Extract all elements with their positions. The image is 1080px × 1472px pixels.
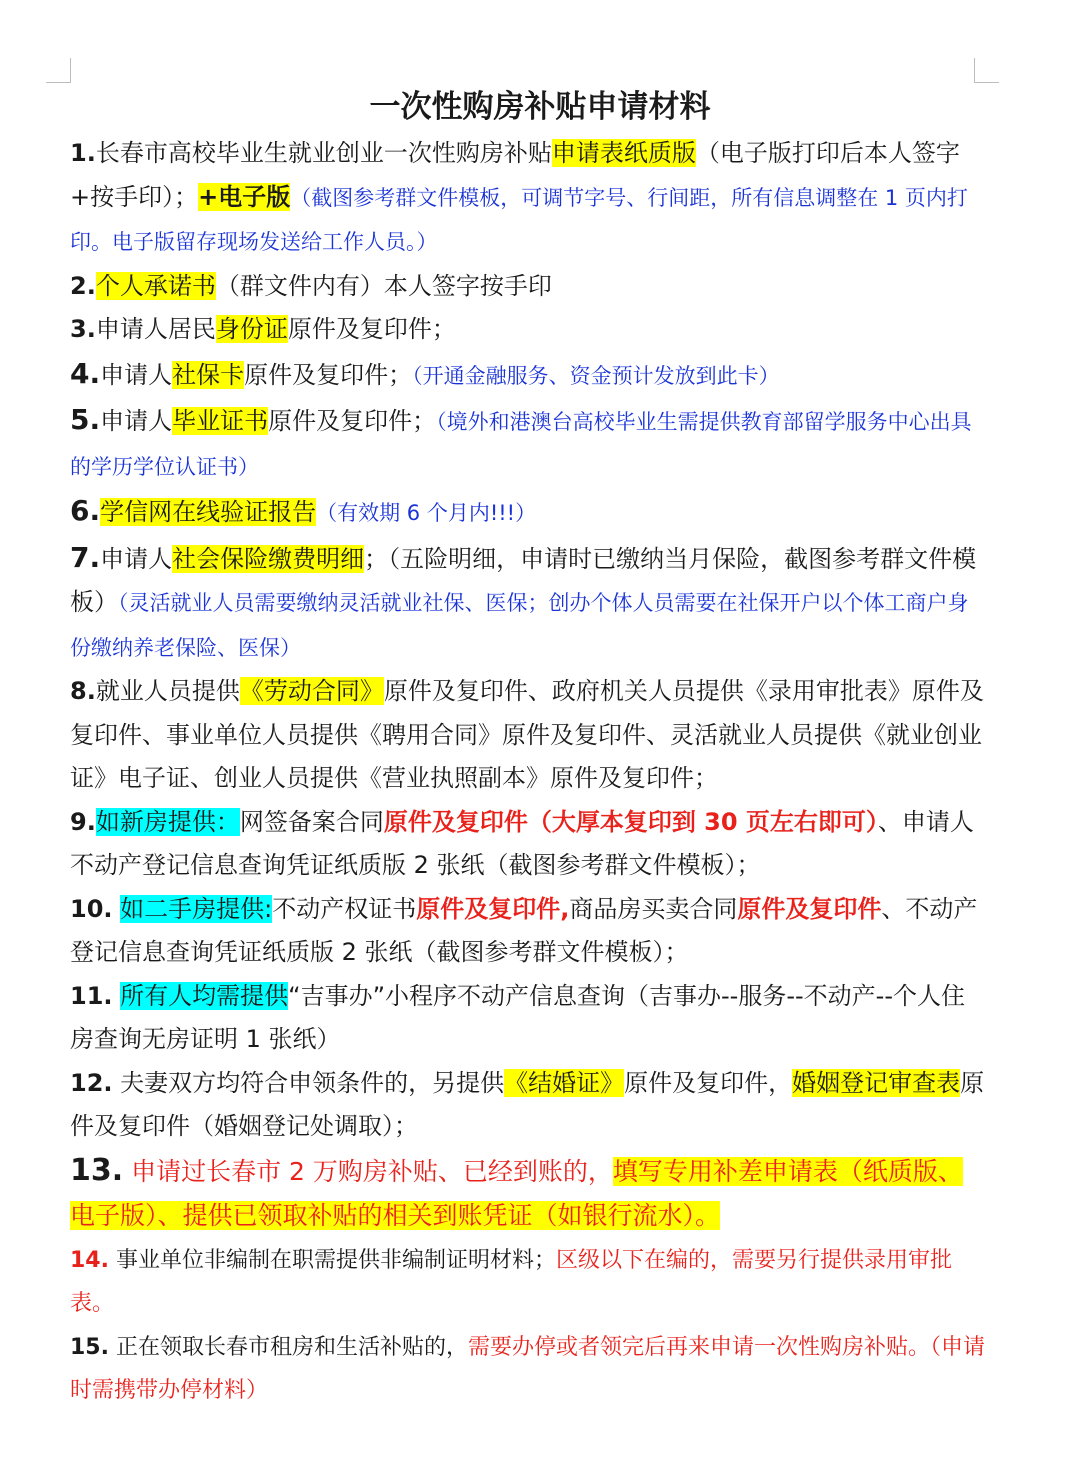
item-text: 如新房提供：: [95, 807, 240, 836]
item-text: 社会保险缴费明细: [172, 544, 365, 573]
item-number: 12.: [70, 1068, 113, 1097]
item-text: 原件及复印件；: [244, 360, 413, 389]
item-text: 身份证: [215, 315, 288, 343]
item-text: 原件及复印件，: [624, 1068, 793, 1097]
list-item: [70, 1062, 985, 1149]
list-item: [70, 536, 985, 671]
item-text: （群文件内有）本人签字按手印: [215, 271, 552, 300]
item-text: 《结婚证》: [504, 1068, 625, 1097]
item-text: 原件及复印件（婚姻登记处调取）；: [70, 1068, 985, 1140]
item-number: 7.: [70, 540, 101, 574]
item-text: 学信网在线验证报告: [100, 498, 317, 526]
item-text: 商品房买卖合同: [569, 894, 738, 923]
list-item: [70, 1149, 985, 1239]
list-item: [70, 975, 985, 1062]
item-text: 事业单位非编制在职需提供非编制证明材料；: [108, 1247, 556, 1273]
item-text: ；（五险明细，申请时已缴纳当月保险，截图参考群文件模板）: [70, 544, 977, 616]
list-item: [70, 352, 985, 399]
item-text: （截图参考群文件模板，可调节字号、行间距，所有信息调整在 1 页内打印。电子版留存现场发送给工作人员。）: [70, 185, 968, 254]
item-text: 申请人居民: [95, 315, 216, 343]
page-corner-mark-left: [46, 58, 71, 83]
page-title: 一次性购房补贴申请材料: [369, 89, 711, 125]
list-item: [70, 489, 985, 536]
list-item: [70, 888, 985, 975]
list-item: [70, 670, 985, 801]
item-number: 10.: [70, 894, 113, 923]
item-text: 社保卡: [172, 360, 245, 389]
list-item: [70, 1239, 985, 1326]
item-text: 原件及复印件: [737, 894, 882, 923]
item-number: 4.: [70, 356, 101, 390]
item-text: 原件及复印件、政府机关人员提供《录用审批表》原件及复印件、事业单位人员提供《聘用合同》原件及复印件、灵活就业人员提供《就业创业证》电子证、创业人员提供《营业执照副本》原件及复印件；: [70, 677, 984, 792]
list-item: [70, 265, 985, 309]
item-text: 申请过长春市 2 万购房补贴、已经到账的，: [123, 1156, 613, 1186]
item-text: 、申请人不动产登记信息查询凭证纸质版 2 张纸（截图参考群文件模板）；: [70, 807, 974, 879]
item-number: 15.: [70, 1334, 109, 1360]
item-text: 就业人员提供: [95, 677, 240, 705]
item-number: 6.: [70, 494, 101, 527]
item-text: 需要办停或者领完后再来申请一次性购房补贴。: [467, 1334, 930, 1360]
item-text: 区级以下在编的，需要另行提供录用审批表。: [70, 1247, 952, 1316]
material-list: [70, 132, 985, 1413]
item-text: 正在领取长春市租房和生活补贴的，: [108, 1334, 468, 1360]
item-number: 5.: [70, 403, 101, 436]
item-text: （开通金融服务、资金预计发放到此卡）: [412, 363, 780, 388]
item-text: [113, 982, 121, 1010]
item-text: 申请人: [100, 360, 173, 389]
item-text: 网签备案合同: [239, 807, 384, 836]
item-text: 长春市高校毕业生就业创业一次性购房补贴: [95, 139, 552, 167]
item-number: 13.: [70, 1152, 124, 1188]
item-text: 原件及复印件,: [416, 894, 570, 923]
item-number: 8.: [70, 677, 96, 705]
item-text: 申请人: [100, 544, 173, 573]
item-text: （境外和港澳台高校毕业生需提供教育部留学服务中心出具的学历学位认证书）: [70, 410, 972, 479]
item-number: 11.: [70, 981, 113, 1010]
list-item: [70, 132, 985, 265]
item-text: 申请人: [100, 407, 173, 435]
item-text: +电子版: [198, 182, 291, 211]
item-text: （电子版打印后本人签字+按手印）；: [70, 139, 960, 211]
list-item: [70, 801, 985, 888]
list-item: [70, 308, 985, 352]
item-text: 填写专用补差申请表（纸质版、电子版）、提供已领取补贴的相关到账凭证（如银行流水）。: [70, 1156, 963, 1230]
item-text: 夫妻双方均符合申领条件的，另提供: [112, 1068, 505, 1097]
item-number: 1.: [70, 139, 96, 167]
item-number: 14.: [70, 1247, 109, 1273]
page-corner-mark-right: [974, 58, 999, 83]
list-item: [70, 1326, 985, 1413]
item-text: 原件及复印件（大厚本复印到 30 页左右即可）: [383, 807, 878, 836]
item-text: 毕业证书: [172, 407, 269, 435]
item-text: 原件及复印件；: [287, 315, 456, 343]
item-text: 申请表纸质版: [551, 139, 696, 167]
item-number: 2.: [70, 271, 96, 300]
item-number: 3.: [70, 315, 96, 343]
item-text: 不动产权证书: [272, 894, 417, 923]
item-text: （申请时需携带办停材料）: [70, 1334, 986, 1403]
item-text: 《劳动合同》: [239, 677, 384, 705]
item-text: [113, 895, 121, 923]
item-text: 个人承诺书: [95, 271, 216, 300]
item-text: 所有人均需提供: [120, 981, 289, 1010]
item-text: “吉事办”小程序不动产信息查询（吉事办--服务--不动产--个人住房查询无房证明 1 张纸）: [70, 981, 965, 1053]
list-item: [70, 398, 985, 489]
item-text: 婚姻登记审查表: [792, 1068, 961, 1097]
item-text: 如二手房提供:: [120, 894, 273, 923]
item-text: 、不动产登记信息查询凭证纸质版 2 张纸（截图参考群文件模板）；: [70, 894, 978, 966]
item-text: （有效期 6 个月内!!!）: [316, 501, 537, 525]
item-text: 原件及复印件；: [268, 407, 437, 435]
item-text: （灵活就业人员需要缴纳灵活就业社保、医保；创办个体人员需要在社保开户以个体工商户身份缴纳养老保险、医保）: [70, 591, 969, 660]
item-number: 9.: [70, 807, 96, 836]
